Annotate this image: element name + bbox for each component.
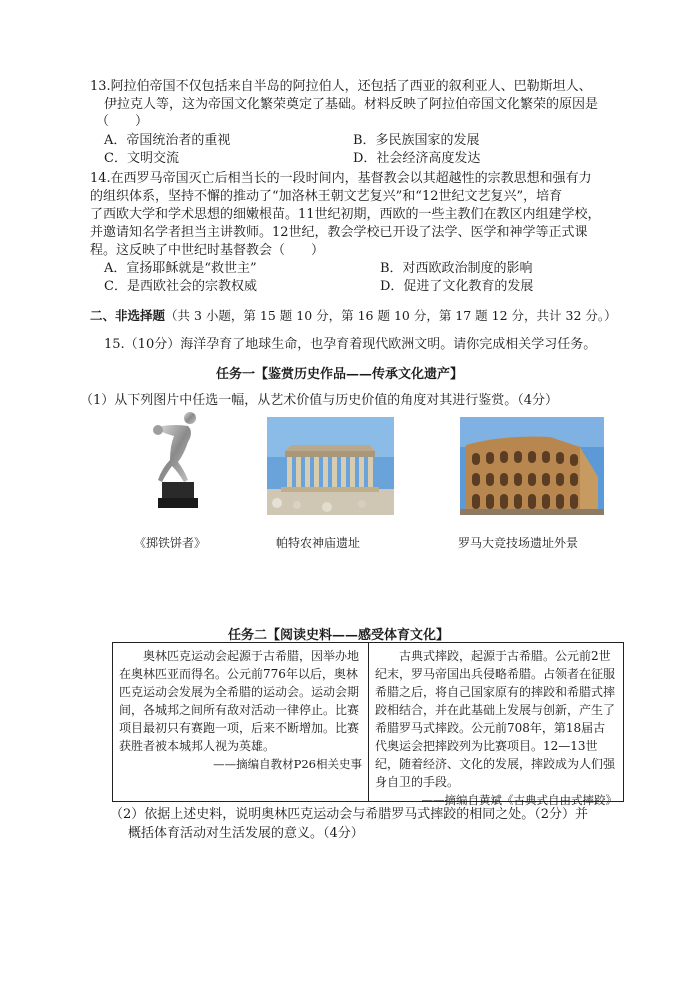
q15-sub2-line2: 概括体育活动对生活发展的意义。（4分） bbox=[128, 826, 364, 841]
caption-discobolus: 《掷铁饼者》 bbox=[134, 536, 207, 550]
task1-title: 任务一【鉴赏历史作品——传承文化遗产】 bbox=[216, 367, 464, 382]
task2-title: 任务二【阅读史料——感受体育文化】 bbox=[228, 628, 450, 643]
source-table bbox=[112, 642, 624, 807]
source-right-ref: ——摘编自黄斌《古典式自由式摔跤》 bbox=[421, 793, 617, 807]
source-right-cell bbox=[368, 643, 623, 807]
q14-line5: 程。这反映了中世纪时基督教会（ ） bbox=[90, 243, 325, 258]
q15-intro: 15.（10分）海洋孕育了地球生命，也孕育着现代欧洲文明。请你完成相关学习任务。 bbox=[104, 337, 597, 352]
q13-option-c: C．文明交流 bbox=[104, 151, 179, 166]
q13-option-d: D．社会经济高度发达 bbox=[353, 151, 481, 166]
q13-option-b: B．多民族国家的发展 bbox=[353, 133, 480, 148]
colosseum-image bbox=[460, 417, 604, 515]
q14-line3: 了西欧大学和学术思想的细嫩根苗。11世纪初期，西欧的一些主教们在教区内组建学校， bbox=[90, 207, 601, 222]
source-left-cell bbox=[113, 643, 368, 801]
q15-sub1: （1）从下列图片中任选一幅，从艺术价值与历史价值的角度对其进行鉴赏。（4分） bbox=[80, 393, 559, 408]
section2-note: （共 3 小题，第 15 题 10 分，第 16 题 10 分，第 17 题 12 分，共计 32 分。） bbox=[165, 308, 617, 323]
q14-option-b: B．对西欧政治制度的影响 bbox=[380, 261, 533, 276]
source-left-text: 奥林匹克运动会起源于古希腊，因举办地在奥林匹亚而得名。公元前776年以后，奥林匹克运动会发展为全希腊的运动会。运动会期间，各城邦之间所有敌对活动一律停止。比赛项目最初只有赛跑一项，后来不断增加。比赛获胜者被本城邦人视为英雄。 bbox=[119, 649, 360, 753]
q14-line4: 并邀请知名学者担当主讲教师。12世纪，教会学校已开设了法学、医学和神学等正式课 bbox=[90, 225, 588, 240]
q15-sub2-line1: （2）依据上述史料，说明奥林匹克运动会与希腊罗马式摔跤的相同之处。（2分）并 bbox=[110, 807, 589, 822]
source-left-ref: ——摘编自教材P26相关史事 bbox=[213, 757, 362, 771]
discobolus-image bbox=[148, 406, 208, 516]
q14-option-d: D．促进了文化教育的发展 bbox=[380, 279, 534, 294]
q13-line1: 13.阿拉伯帝国不仅包括来自半岛的阿拉伯人，还包括了西亚的叙利亚人、巴勒斯坦人、 bbox=[90, 79, 592, 94]
source-right-text: 古典式摔跤，起源于古希腊。公元前2世纪末，罗马帝国出兵侵略希腊。占领者在征服希腊之后，将自己国家原有的摔跤和希腊式摔跤相结合，并在此基础上发展与创新，产生了希腊罗马式摔跤。公元前708年，第18届古代奥运会把摔跤列为比赛项目。12—13世纪，随着经济、文化的发展，摔跤成为人们强身自卫的手段。 bbox=[375, 649, 616, 789]
q14-option-a: A．宣扬耶稣就是“救世主” bbox=[104, 261, 257, 276]
section2-heading: 二、非选择题 bbox=[90, 308, 166, 323]
q13-line2: 伊拉克人等，这为帝国文化繁荣奠定了基础。材料反映了阿拉伯帝国文化繁荣的原因是 bbox=[104, 97, 599, 112]
q14-line1: 14.在西罗马帝国灭亡后相当长的一段时间内，基督教会以其超越性的宗教思想和强有力 bbox=[90, 171, 592, 186]
q14-option-c: C．是西欧社会的宗教权威 bbox=[104, 279, 257, 294]
q13-option-a: A．帝国统治者的重视 bbox=[104, 133, 231, 148]
section2-header bbox=[90, 307, 617, 325]
parthenon-image bbox=[267, 417, 394, 515]
q13-blank: （ ） bbox=[96, 114, 149, 129]
caption-colosseum: 罗马大竞技场遗址外景 bbox=[458, 536, 579, 550]
q14-line2: 的组织体系，坚持不懈的推动了“加洛林王朝文艺复兴”和“12世纪文艺复兴”，培育 bbox=[90, 189, 563, 204]
caption-parthenon: 帕特农神庙遗址 bbox=[276, 536, 361, 550]
